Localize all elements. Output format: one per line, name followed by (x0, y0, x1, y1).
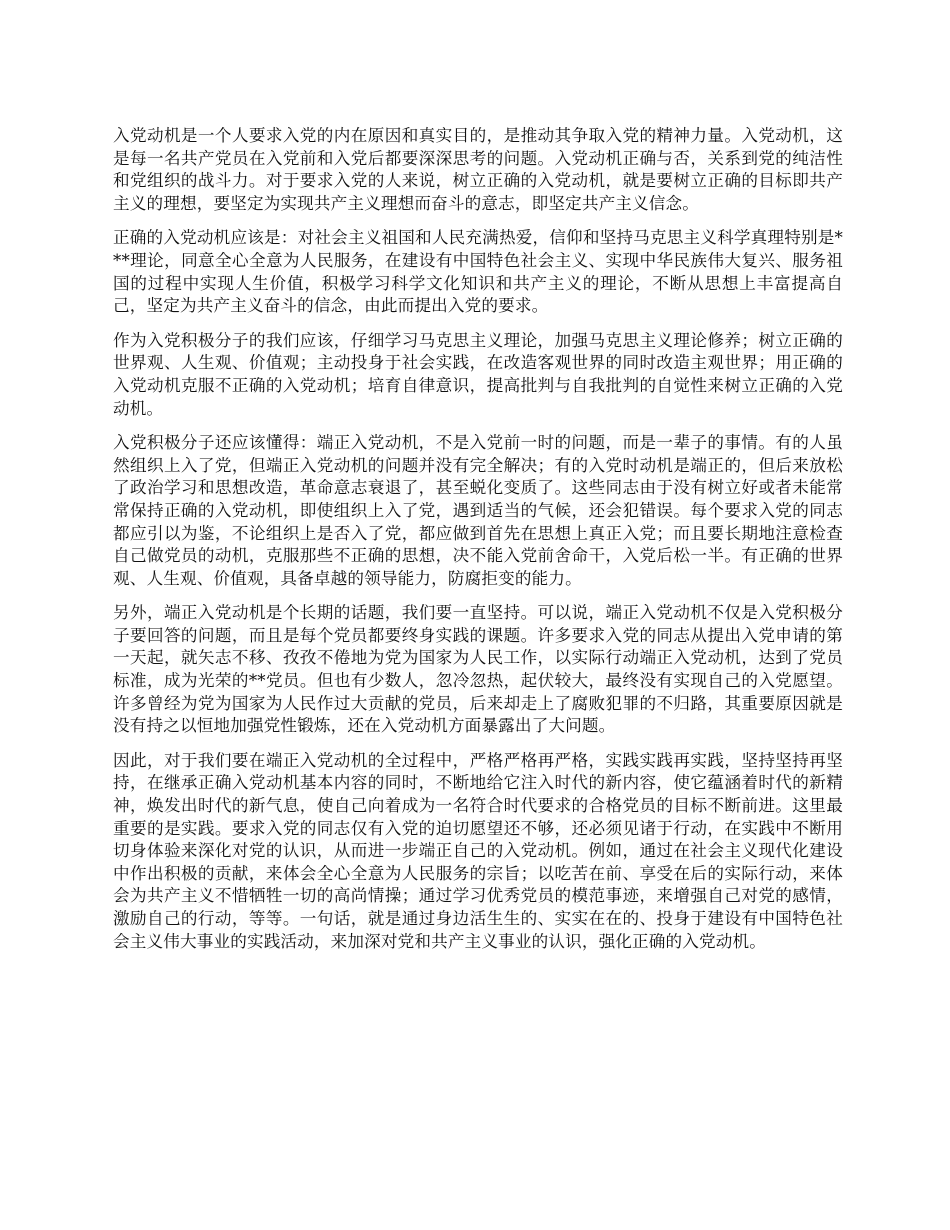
paragraph-3: 作为入党积极分子的我们应该，仔细学习马克思主义理论，加强马克思主义理论修养；树立正确的世界观、人生观、价值观；主动投身于社会实践，在改造客观世界的同时改造主观世界；用正确的入党动机克服不正确的入党动机；培育自律意识，提高批判与自我批判的自觉性来树立正确的入党动机。 (113, 330, 843, 418)
paragraph-6: 因此，对于我们要在端正入党动机的全过程中，严格严格再严格，实践实践再实践，坚持坚持再坚持，在继承正确入党动机基本内容的同时，不断地给它注入时代的新内容，使它蕴涵着时代的新精神，焕发出时代的新气息，使自己向着成为一名符合时代要求的合格党员的目标不断前进。这里最重要的是实践。要求入党的同志仅有入党的迫切愿望还不够，还必须见诸于行动，在实践中不断用切身体验来深化对党的认识，从而进一步端正自己的入党动机。例如，通过在社会主义现代化建设中作出积极的贡献，来体会全心全意为人民服务的宗旨；以吃苦在前、享受在后的实际行动，来体会为共产主义不惜牺牲一切的高尚情操；通过学习优秀党员的模范事迹，来增强自己对党的感情，激励自己的行动，等等。一句话，就是通过身边活生生的、实实在在的、投身于建设有中国特色社会主义伟大事业的实践活动，来加深对党和共产主义事业的认识，强化正确的入党动机。 (113, 750, 843, 951)
document-page (113, 125, 843, 965)
paragraph-4: 入党积极分子还应该懂得：端正入党动机，不是入党前一时的问题，而是一辈子的事情。有的人虽然组织上入了党，但端正入党动机的问题并没有完全解决；有的入党时动机是端正的，但后来放松了政治学习和思想改造，革命意志衰退了，甚至蜕化变质了。这些同志由于没有树立好或者未能常常保持正确的入党动机，即使组织上入了党，遇到适当的气候，还会犯错误。每个要求入党的同志都应引以为鉴，不论组织上是否入了党，都应做到首先在思想上真正入党；而且要长期地注意检查自己做党员的动机，克服那些不正确的思想，决不能入党前舍命干，入党后松一半。有正确的世界观、人生观、价值观，具备卓越的领导能力，防腐拒变的能力。 (113, 433, 843, 588)
paragraph-1: 入党动机是一个人要求入党的内在原因和真实目的，是推动其争取入党的精神力量。入党动机，这是每一名共产党员在入党前和入党后都要深深思考的问题。入党动机正确与否，关系到党的纯洁性和党组织的战斗力。对于要求入党的人来说，树立正确的入党动机，就是要树立正确的目标即共产主义的理想，要坚定为实现共产主义理想而奋斗的意志，即坚定共产主义信念。 (113, 126, 843, 213)
paragraph-2: 正确的入党动机应该是：对社会主义祖国和人民充满热爱，信仰和坚持马克思主义科学真理特别是***理论，同意全心全意为人民服务，在建设有中国特色社会主义、实现中华民族伟大复兴、服务祖国的过程中实现人生价值，积极学习科学文化知识和共产主义的理论，不断从思想上丰富提高自己，坚定为共产主义奋斗的信念，由此而提出入党的要求。 (113, 228, 843, 316)
paragraph-5: 另外，端正入党动机是个长期的话题，我们要一直坚持。可以说，端正入党动机不仅是入党积极分子要回答的问题，而且是每个党员都要终身实践的课题。许多要求入党的同志从提出入党申请的第一天起，就矢志不移、孜孜不倦地为党为国家为人民工作，以实际行动端正入党动机，达到了党员标准，成为光荣的**党员。但也有少数人，忽冷忽热，起伏较大，最终没有实现自己的入党愿望。许多曾经为党为国家为人民作过大贡献的党员，后来却走上了腐败犯罪的不归路，其重要原因就是没有持之以恒地加强党性锻炼，还在入党动机方面暴露出了大问题。 (113, 603, 843, 736)
